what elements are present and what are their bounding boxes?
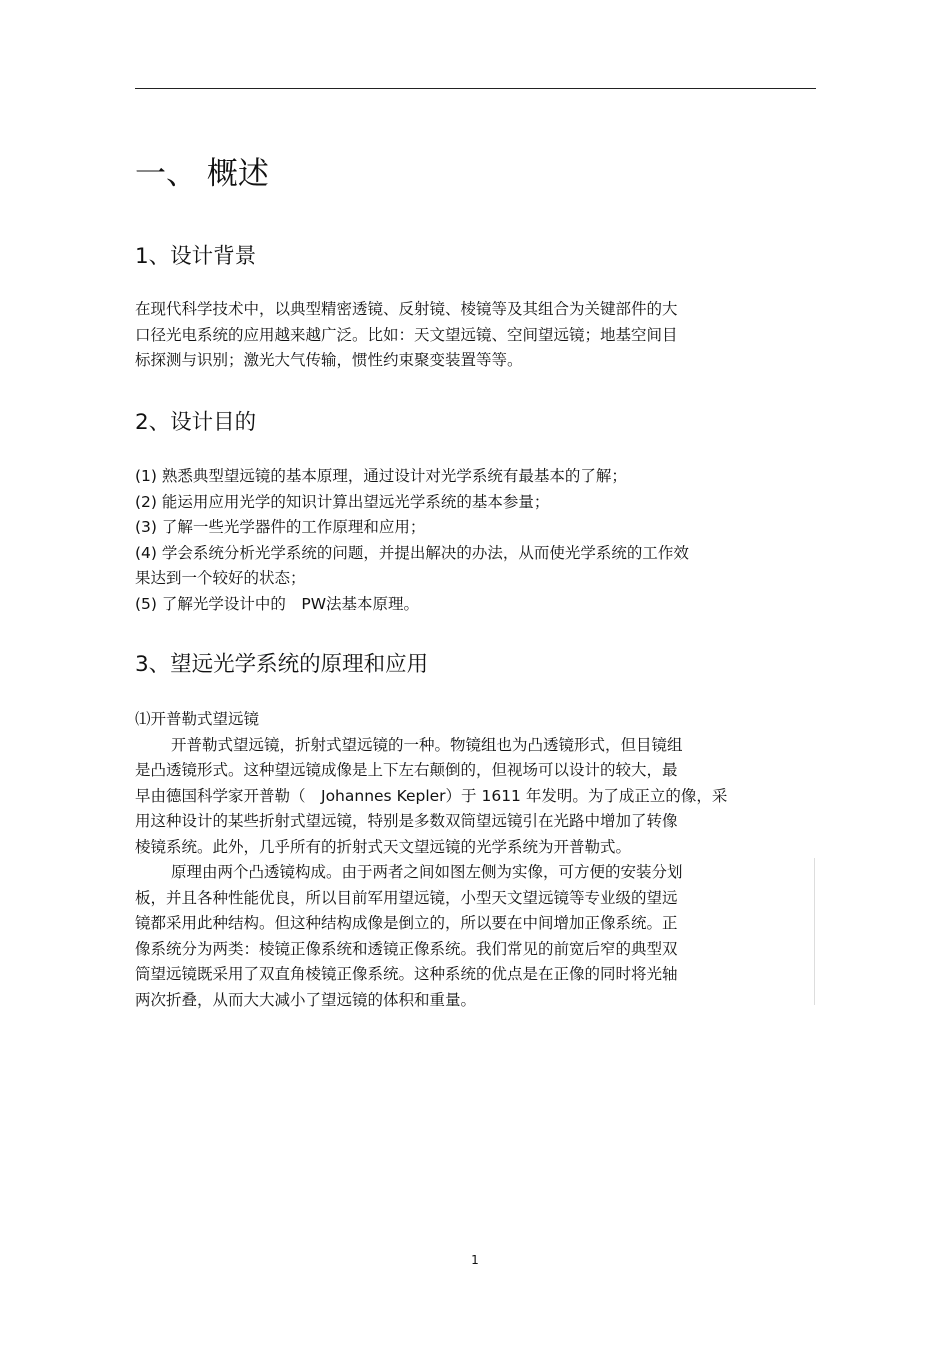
- section-heading-telescope-principles: 3、望远光学系统的原理和应用: [135, 652, 429, 677]
- text-line: 是凸透镜形式。这种望远镜成像是上下左右颠倒的，但视场可以设计的较大，最: [135, 761, 678, 779]
- text-line: 原理由两个凸透镜构成。由于两者之间如图左侧为实像，可方便的安装分划: [171, 863, 683, 881]
- paragraph-design-background: [135, 297, 815, 374]
- list-design-purpose: [135, 464, 815, 617]
- text-line: 在现代科学技术中，以典型精密透镜、反射镜、棱镜等及其组合为关键部件的大: [135, 300, 678, 318]
- list-item: (3) 了解一些光学器件的工作原理和应用；: [135, 518, 426, 536]
- text-line: 标探测与识别；激光大气传输，惯性约束聚变装置等等。: [135, 351, 523, 369]
- header-rule: [135, 88, 816, 89]
- text-line: 板，并且各种性能优良，所以目前军用望远镜，小型天文望远镜等专业级的望远: [135, 888, 678, 907]
- text-line: 用这种设计的某些折射式望远镜，特别是多数双筒望远镜引在光路中增加了转像: [135, 812, 678, 830]
- list-item: (5) 了解光学设计中的 PW法基本原理。: [135, 594, 420, 613]
- paragraph-kepler-telescope: [135, 707, 815, 1013]
- subsection-title: ⑴开普勒式望远镜: [135, 710, 260, 728]
- margin-rule: [814, 858, 815, 1005]
- text-line: 早由德国科学家开普勒（ Johannes Kepler）于 1611 年发明。为了成正立的像，采: [135, 786, 728, 805]
- page-number: 1: [471, 1253, 479, 1267]
- text-line: 像系统分为两类：棱镜正像系统和透镜正像系统。我们常见的前宽后窄的典型双: [135, 939, 678, 958]
- text-line: 开普勒式望远镜，折射式望远镜的一种。物镜组也为凸透镜形式，但目镜组: [171, 735, 683, 754]
- section-heading-design-purpose: 2、设计目的: [135, 410, 257, 435]
- text-line: 口径光电系统的应用越来越广泛。比如：天文望远镜、空间望远镜；地基空间目: [135, 325, 678, 344]
- text-line: 镜都采用此种结构。但这种结构成像是倒立的，所以要在中间增加正像系统。正: [135, 914, 678, 932]
- list-item: (4) 学会系统分析光学系统的问题，并提出解决的办法，从而使光学系统的工作效: [135, 543, 689, 562]
- text-line: 筒望远镜既采用了双直角棱镜正像系统。这种系统的优点是在正像的同时将光轴: [135, 965, 678, 983]
- list-item: (2) 能运用应用光学的知识计算出望远光学系统的基本参量；: [135, 492, 550, 511]
- text-line: 两次折叠，从而大大减小了望远镜的体积和重量。: [135, 990, 477, 1009]
- text-line: 棱镜系统。此外，几乎所有的折射式天文望远镜的光学系统为开普勒式。: [135, 837, 632, 856]
- section-heading-design-background: 1、设计背景: [135, 244, 257, 269]
- list-item-continuation: 果达到一个较好的状态；: [135, 569, 306, 587]
- list-item: (1) 熟悉典型望远镜的基本原理，通过设计对光学系统有最基本的了解；: [135, 467, 627, 485]
- chapter-heading: 一、 概述: [135, 156, 269, 192]
